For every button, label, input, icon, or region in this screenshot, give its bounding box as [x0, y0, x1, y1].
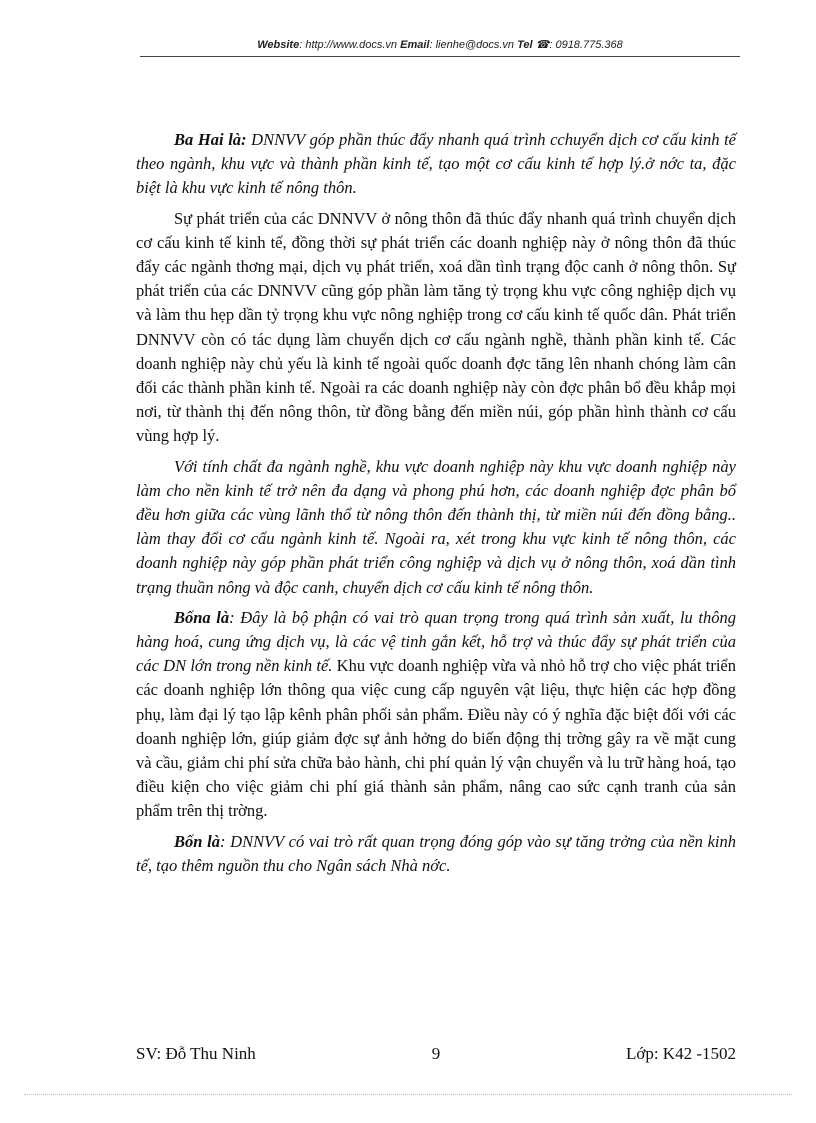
- paragraph-4-italic-text: : Đây là bộ phận có vai trò quan trọng trong quá trình sản xuất, lu thông hàng hoá, cung ứng dịch vụ, là các vệ tinh gắn kết, hỗ trợ và thúc đẩy sự phát triển của các DN lớn trong nền kinh tế.: [136, 607, 736, 676]
- website-value: : http://www.docs.vn: [299, 39, 398, 51]
- tel-value: : 0918.775.368: [549, 39, 623, 51]
- paragraph-1-text: DNNVV góp phần thúc đẩy nhanh quá trình cchuyển dịch cơ cấu kinh tế theo ngành, khu vực và thành phần kinh tế, tạo một cơ cấu kinh tế hợp lý.ở nớc ta, đặc biệt là khu vực kinh tế nông thôn.: [136, 130, 736, 198]
- page-footer: [136, 1044, 736, 1064]
- paragraph-1-lead: Ba Hai là:: [174, 130, 247, 149]
- paragraph-4-text: Khu vực doanh nghiệp vừa và nhỏ hỗ trợ cho việc phát triển các doanh nghiệp lớn thông qua việc cung cấp nguyên vật liệu, thực hiện các hợp đồng phụ, làm đại lý tạo lập kênh phân phối sản phẩm. Điều này có ý nghĩa đặc biệt đối với các doanh nghiệp lớn, giúp giảm đợc sự ảnh hởng do biến động thị trờng gây ra về mặt cung và cầu, giảm chi phí sửa chữa bảo hành, chi phí quản lý vận chuyển và lu trữ hàng hoá, tạo điều kiện cho việc giảm chi phí giá thành sản phẩm, nâng cao sức cạnh tranh của sản phẩm trên thị trờng.: [136, 656, 736, 821]
- paragraph-5: [136, 830, 736, 878]
- paragraph-5-text: : DNNVV có vai trò rất quan trọng đóng góp vào sự tăng trởng của nền kinh tế, tạo thêm nguồn thu cho Ngân sách Nhà nớc.: [136, 831, 736, 875]
- email-value: : lienhe@docs.vn: [429, 39, 515, 51]
- bottom-divider: [24, 1094, 792, 1095]
- footer-class: Lớp: K42 -1502: [625, 1044, 736, 1063]
- email-label: Email: [400, 39, 430, 51]
- page-header: [140, 38, 740, 51]
- tel-label: Tel: [517, 39, 533, 51]
- document-body: [136, 128, 736, 884]
- paragraph-1: [136, 128, 736, 201]
- paragraph-4-lead: Bốna là: [174, 607, 230, 627]
- paragraph-2: Sự phát triển của các DNNVV ở nông thôn đã thúc đẩy nhanh quá trình chuyển dịch cơ cấu kinh tế kinh tế, đồng thời sự phát triển các doanh nghiệp này ở nông thôn đã thúc đẩy các ngành thơng mại, dịch vụ phát triển, xoá dần tình trạng độc canh ở nông thôn. Sự phát triển của các DNNVV cũng góp phần làm tăng tỷ trọng khu vực công nghiệp dịch vụ và làm thu hẹp dần tỷ trọng khu vực nông nghiệp trong cơ cấu kinh tế quốc dân. Phát triển DNNVV còn có tác dụng làm chuyển dịch cơ cấu ngành nghề, thành phần kinh tế. Các doanh nghiệp này chủ yếu là kinh tế ngoài quốc doanh đợc tăng lên nhanh chóng làm cân đối các thành phần kinh tế. Ngoài ra các doanh nghiệp này còn đợc phân bổ đều khắp mọi nơi, từ thành thị đến nông thôn, từ đồng bằng đến miền núi, góp phần hình thành cơ cấu vùng hợp lý.: [136, 208, 736, 446]
- paragraph-5-lead: Bốn là: [174, 831, 220, 851]
- footer-student: SV: Đỗ Thu Ninh: [136, 1044, 256, 1063]
- phone-icon: ☎: [535, 39, 550, 51]
- paragraph-3: Với tính chất đa ngành nghề, khu vực doanh nghiệp này khu vực doanh nghiệp này làm cho nền kinh tế trở nên đa dạng và phong phú hơn, các doanh nghiệp đợc phân bổ đều hơn giữa các vùng lãnh thổ từ nông thôn đến thành thị, từ miền núi đến đồng bằng.. làm thay đổi cơ cấu ngành kinh tế. Ngoài ra, xét trong khu vực kinh tế nông thôn, các doanh nghiệp này góp phần phát triển công nghiệp và dịch vụ ở nông thôn, xoá dần tình trạng thuần nông và độc canh, chuyển dịch cơ cấu kinh tế nông thôn.: [136, 456, 736, 597]
- header-divider: [140, 56, 740, 57]
- paragraph-4: [136, 606, 736, 824]
- footer-page-number: 9: [431, 1044, 441, 1063]
- website-label: Website: [257, 39, 300, 51]
